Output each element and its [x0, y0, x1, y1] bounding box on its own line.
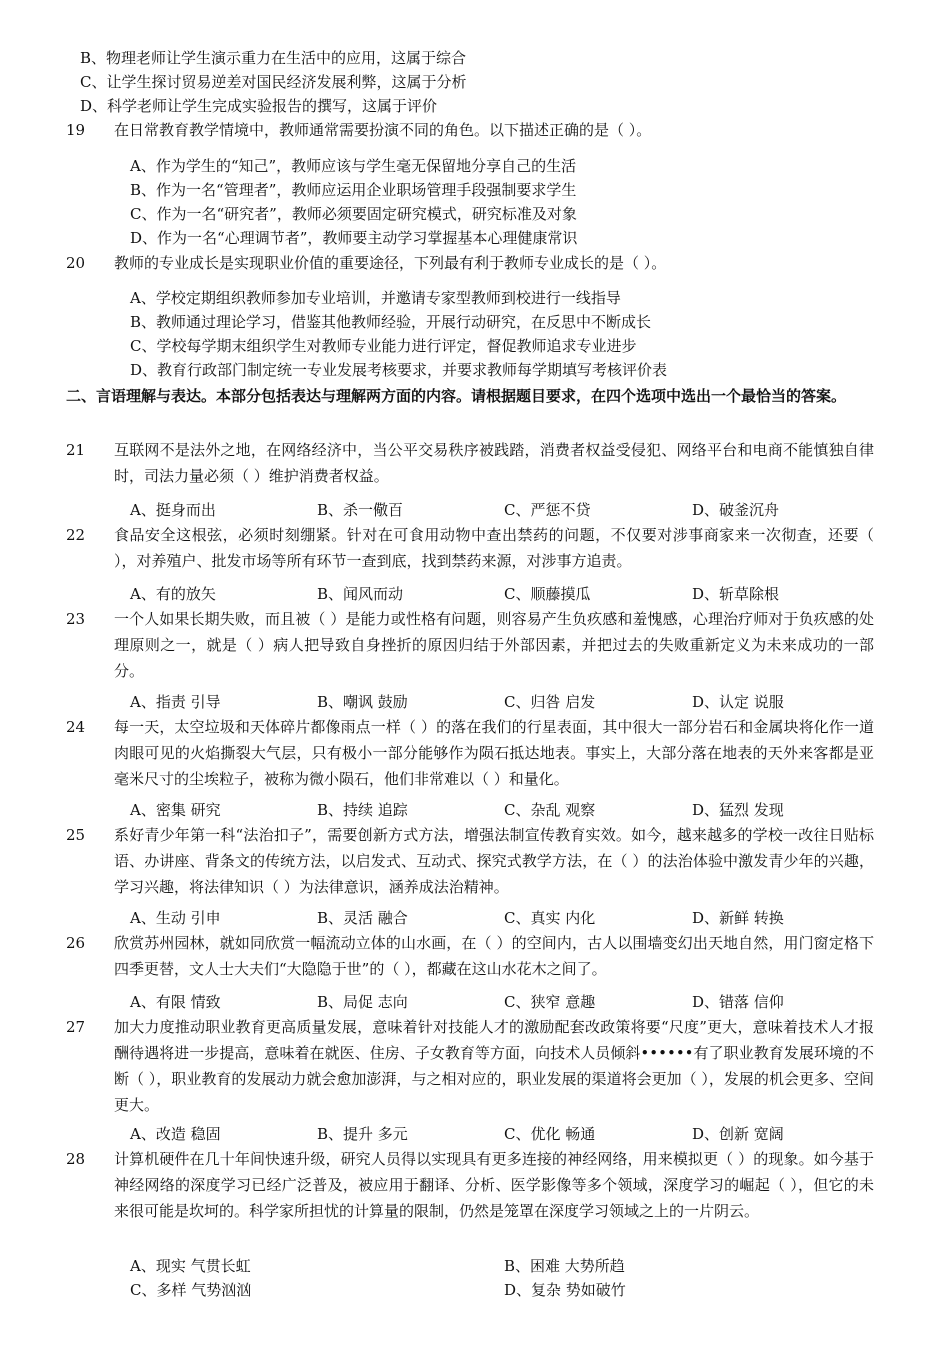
question-number: 25	[66, 826, 86, 844]
option-c: C、多样 气势汹汹	[130, 1281, 252, 1299]
option-c: C、真实 内化	[504, 909, 596, 927]
option-a: A、挺身而出	[130, 501, 216, 519]
option-b: B、闻风而动	[317, 585, 404, 603]
option-a: A、作为学生的“知己”，教师应该与学生毫无保留地分享自己的生活	[130, 157, 577, 175]
option-d: D、新鲜 转换	[692, 909, 784, 927]
option-d: D、斩草除根	[692, 585, 780, 603]
option-a: A、现实 气贯长虹	[130, 1257, 251, 1275]
option-b: B、教师通过理论学习，借鉴其他教师经验，开展行动研究，在反思中不断成长	[130, 313, 652, 331]
question-number: 21	[66, 441, 86, 459]
question-text: 计算机硬件在几十年间快速升级，研究人员得以实现具有更多连接的神经网络，用来模拟更（ ）的现象。如今基于神经网络的深度学习已经广泛普及，被应用于翻译、分析、医学影像等多个领域，深度学习的崛起（ ），但它的未来很可能是坎坷的。科学家所担忧的计算量的限制，仍然是笼罩在深度学习领域之上的一片阴云。	[114, 1150, 874, 1220]
option-c: C、顺藤摸瓜	[504, 585, 591, 603]
option-a: A、指责 引导	[130, 693, 221, 711]
option-b: B、持续 追踪	[317, 801, 408, 819]
section-heading: 二、言语理解与表达。本部分包括表达与理解两方面的内容。请根据题目要求，在四个选项中选出一个最恰当的答案。	[66, 387, 847, 405]
question-number: 22	[66, 526, 86, 544]
question-number: 20	[66, 254, 86, 272]
option-line: D、科学老师让学生完成实验报告的撰写，这属于评价	[80, 97, 438, 115]
question-text: 在日常教育教学情境中，教师通常需要扮演不同的角色。以下描述正确的是（ ）。	[114, 121, 652, 139]
option-a: A、有限 情致	[130, 993, 221, 1011]
question-text: 系好青少年第一科“法治扣子”，需要创新方式方法，增强法制宣传教育实效。如今，越来越多的学校一改往日贴标语、办讲座、背条文的传统方法，以启发式、互动式、探究式教学方法，在（ ）的法治体验中激发青少年的兴趣，学习兴趣，将法律知识（ ）为法律意识，涵养成法治精神。	[114, 826, 874, 896]
option-b: B、局促 志向	[317, 993, 408, 1011]
option-b: B、作为一名“管理者”，教师应运用企业职场管理手段强制要求学生	[130, 181, 577, 199]
option-a: A、改造 稳固	[130, 1125, 221, 1143]
question-text: 一个人如果长期失败，而且被（ ）是能力或性格有问题，则容易产生负疚感和羞愧感，心理治疗师对于负疚感的处理原则之一，就是（ ）病人把导致自身挫折的原因归结于外部因素，并把过去的失败重新定义为未来成功的一部分。	[114, 610, 874, 680]
option-d: D、认定 说服	[692, 693, 784, 711]
option-c: C、严惩不贷	[504, 501, 591, 519]
option-b: B、困难 大势所趋	[504, 1257, 625, 1275]
question-text: 互联网不是法外之地，在网络经济中，当公平交易秩序被践踏，消费者权益受侵犯、网络平台和电商不能慎独自律时，司法力量必须（ ）维护消费者权益。	[114, 441, 874, 485]
option-b: B、灵活 融合	[317, 909, 408, 927]
question-text: 加大力度推动职业教育更高质量发展，意味着针对技能人才的激励配套改政策将要“尺度”更大，意味着技术人才报酬待遇将进一步提高，意味着在就医、住房、子女教育等方面，向技术人员倾斜••••••有了职业教育发展环境的不断（ ），职业教育的发展动力就会愈加澎湃，与之相对应的，职业发展的渠道将会更加（ ），发展的机会更多、空间更大。	[114, 1018, 874, 1114]
option-line: C、让学生探讨贸易逆差对国民经济发展利弊，这属于分析	[80, 73, 467, 91]
option-a: A、学校定期组织教师参加专业培训，并邀请专家型教师到校进行一线指导	[130, 289, 621, 307]
option-d: D、创新 宽阔	[692, 1125, 784, 1143]
option-a: A、密集 研究	[130, 801, 221, 819]
option-d: D、作为一名“心理调节者”，教师要主动学习掌握基本心理健康常识	[130, 229, 578, 247]
option-line: B、物理老师让学生演示重力在生活中的应用，这属于综合	[80, 49, 467, 67]
option-b: B、嘲讽 鼓励	[317, 693, 408, 711]
option-d: D、错落 信仰	[692, 993, 784, 1011]
question-number: 19	[66, 121, 86, 139]
option-c: C、优化 畅通	[504, 1125, 596, 1143]
question-number: 24	[66, 718, 86, 736]
option-a: A、有的放矢	[130, 585, 216, 603]
option-b: B、提升 多元	[317, 1125, 408, 1143]
option-c: C、归咎 启发	[504, 693, 596, 711]
option-c: C、学校每学期末组织学生对教师专业能力进行评定，督促教师追求专业进步	[130, 337, 637, 355]
option-d: D、教育行政部门制定统一专业发展考核要求，并要求教师每学期填写考核评价表	[130, 361, 668, 379]
question-text: 教师的专业成长是实现职业价值的重要途径，下列最有利于教师专业成长的是（ ）。	[114, 254, 667, 272]
question-number: 27	[66, 1018, 86, 1036]
question-text: 欣赏苏州园林，就如同欣赏一幅流动立体的山水画，在（ ）的空间内，古人以围墙变幻出天地自然，用门窗定格下四季更替，文人士大夫们“大隐隐于世”的（ ），都藏在这山水花木之间了。	[114, 934, 874, 978]
question-text: 每一天，太空垃圾和天体碎片都像雨点一样（ ）的落在我们的行星表面，其中很大一部分岩石和金属块将化作一道肉眼可见的火焰撕裂大气层，只有极小一部分能够作为陨石抵达地表。事实上，大部分落在地表的天外来客都是亚毫米尺寸的尘埃粒子，被称为微小陨石，他们非常难以（ ）和量化。	[114, 718, 874, 788]
option-d: D、破釜沉舟	[692, 501, 780, 519]
option-c: C、狭窄 意趣	[504, 993, 596, 1011]
option-d: D、猛烈 发现	[692, 801, 784, 819]
option-d: D、复杂 势如破竹	[504, 1281, 626, 1299]
option-a: A、生动 引申	[130, 909, 221, 927]
question-number: 23	[66, 610, 86, 628]
option-c: C、杂乱 观察	[504, 801, 596, 819]
question-number: 26	[66, 934, 86, 952]
option-b: B、杀一儆百	[317, 501, 404, 519]
question-text: 食品安全这根弦，必须时刻绷紧。针对在可食用动物中查出禁药的问题，不仅要对涉事商家来一次彻查，还要（ ），对养殖户、批发市场等所有环节一查到底，找到禁药来源，对涉事方追责。	[114, 526, 874, 570]
question-number: 28	[66, 1150, 86, 1168]
option-c: C、作为一名“研究者”，教师必须要固定研究模式，研究标准及对象	[130, 205, 577, 223]
